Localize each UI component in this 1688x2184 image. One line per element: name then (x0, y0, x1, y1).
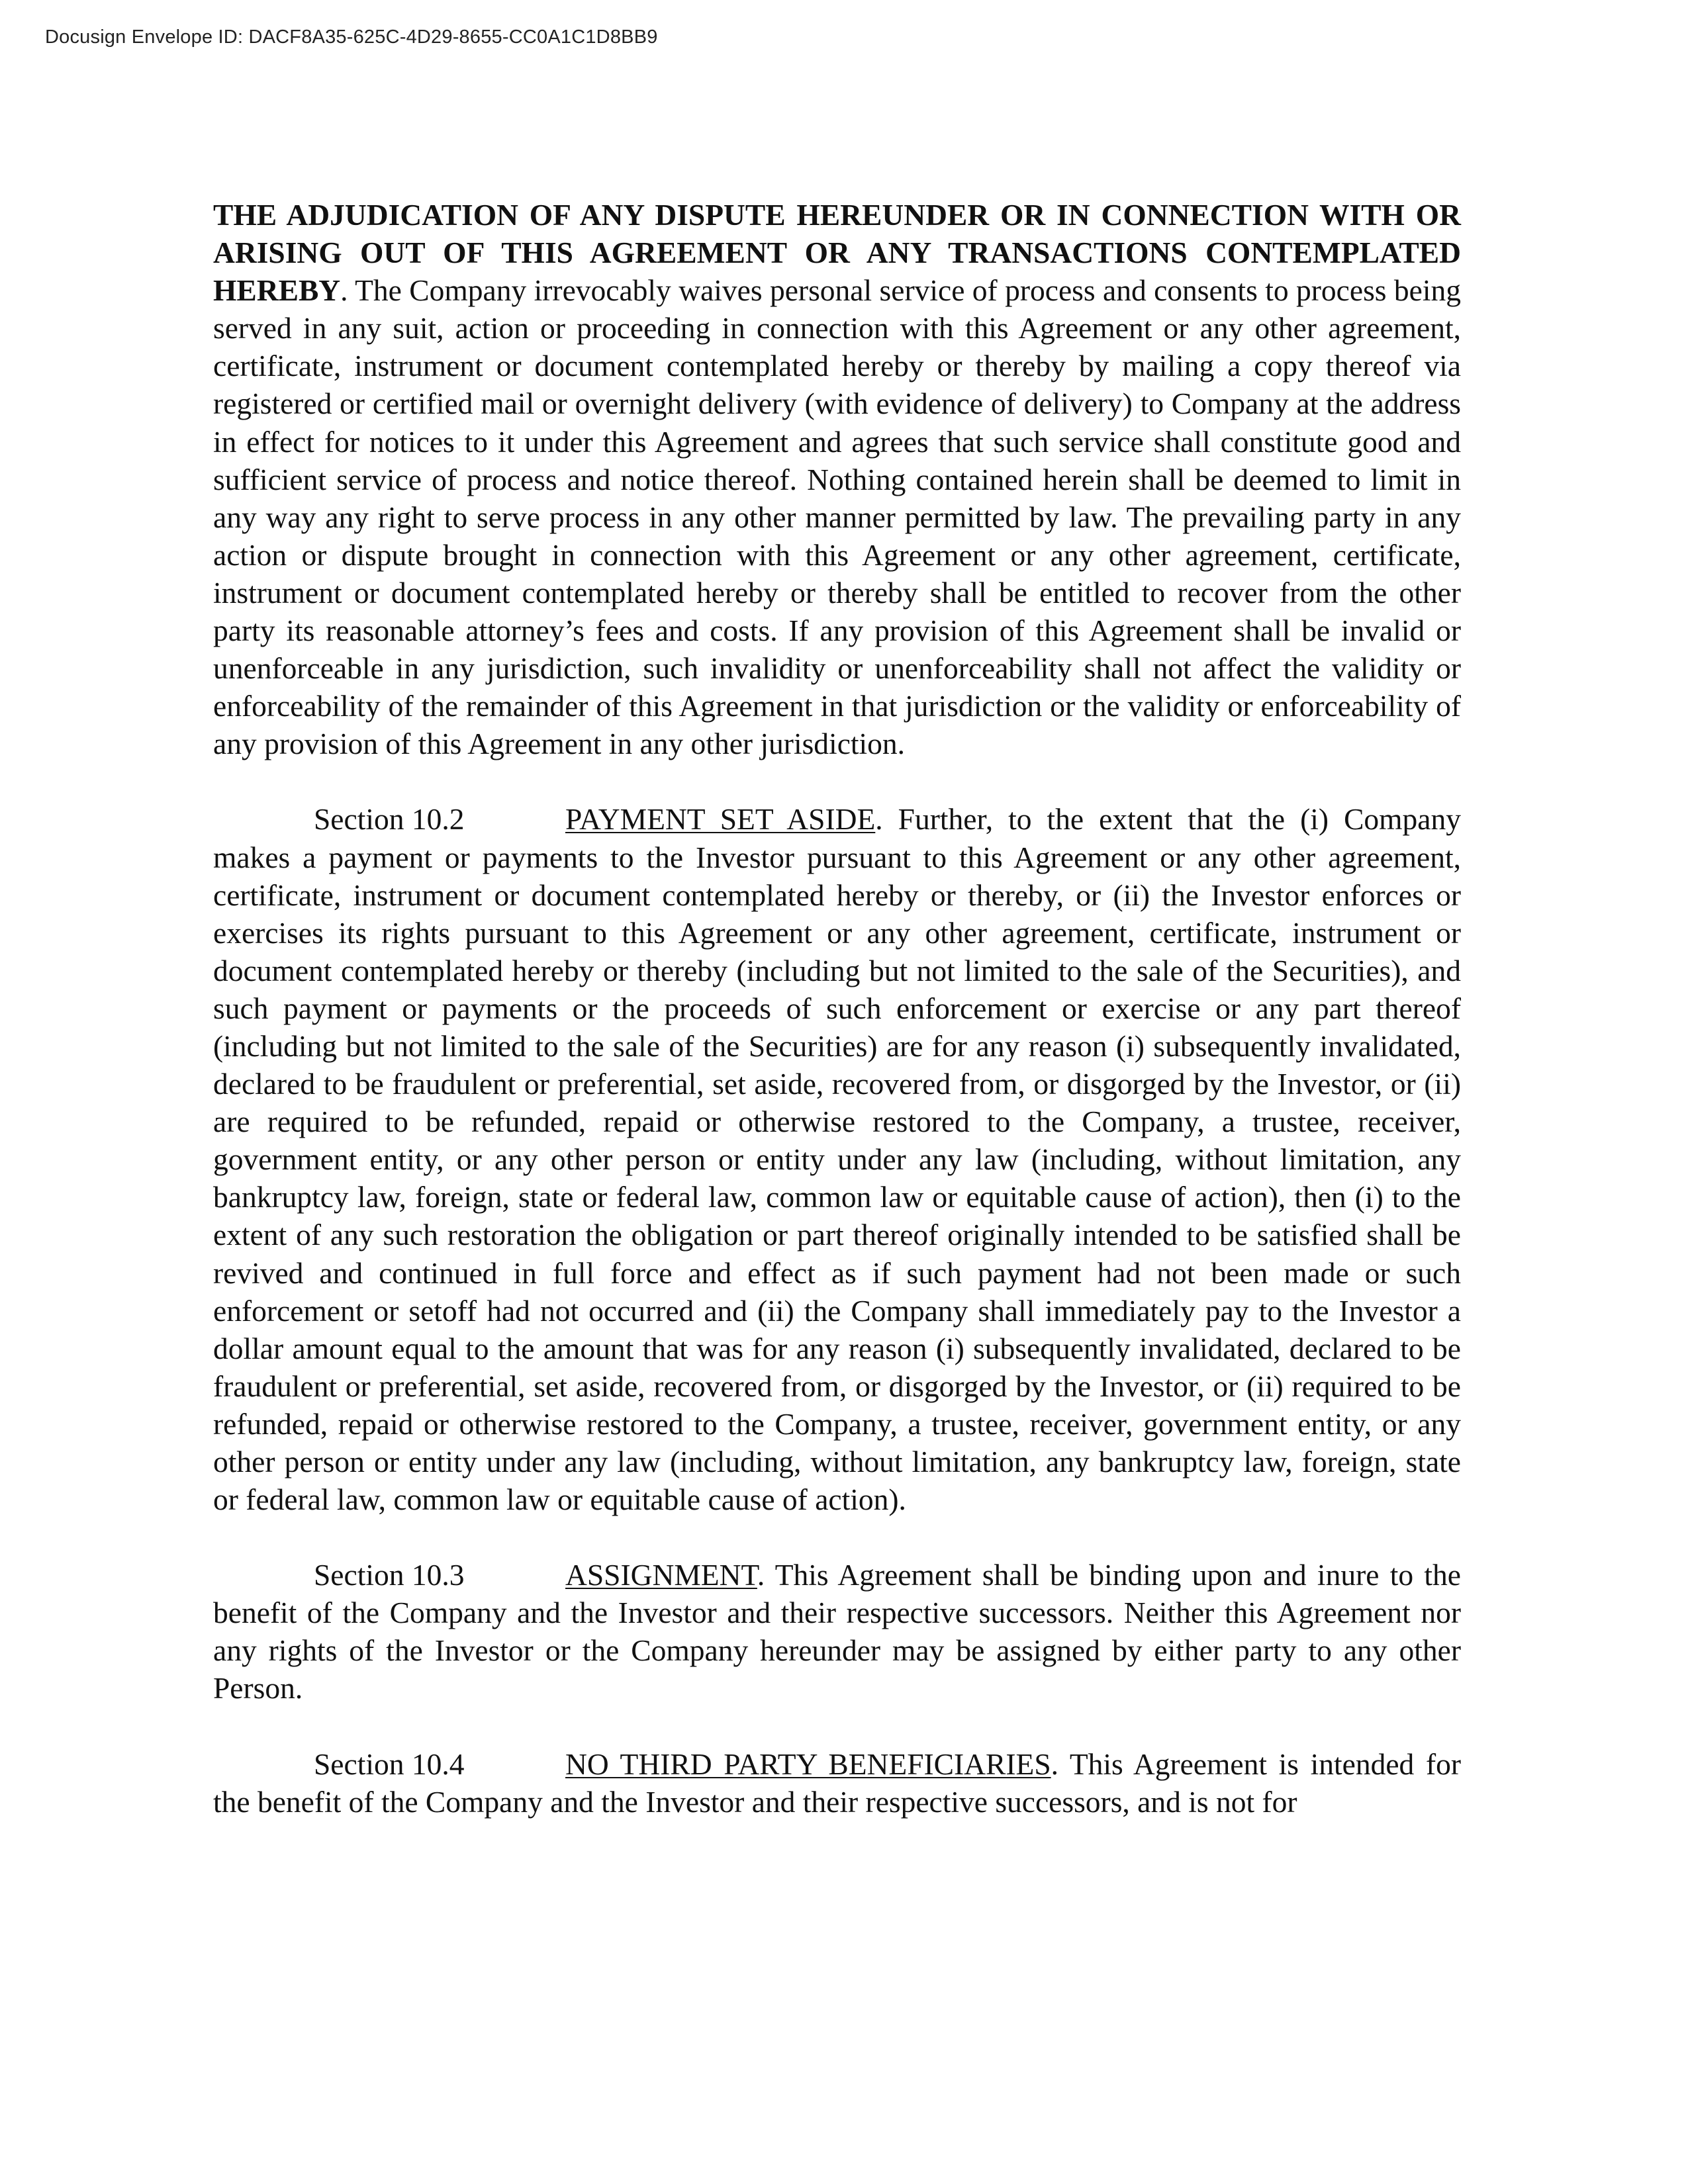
section-10-2 (213, 800, 1461, 1518)
docusign-envelope-id: Docusign Envelope ID: DACF8A35-625C-4D29-8655-CC0A1C1D8BB9 (45, 26, 658, 48)
section-number: Section 10.4 (314, 1747, 465, 1781)
document-body (213, 196, 1461, 1821)
section-body: . This Agreement shall be binding upon and inure to the benefit of the Company and the Investor and their respective successors. Neither this Agreement nor any rights of the Investor or the Company hereunder may be assigned by either party to any other Person. (213, 1558, 1461, 1706)
section-number: Section 10.3 (314, 1558, 465, 1592)
section-heading: ASSIGNMENT (565, 1558, 757, 1592)
section-body: . This Agreement is intended for the benefit of the Company and the Investor and their respective successors, and is not for (213, 1747, 1461, 1819)
paragraph-body: . The Company irrevocably waives personal service of process and consents to process being served in any suit, action or proceeding in connection with this Agreement or any other agreement, certificate, instrument or document contemplated hereby or thereby by mailing a copy thereof via registered or certified mail or overnight delivery (with evidence of delivery) to Company at the address in effect for notices to it under this Agreement and agrees that such service shall constitute good and sufficient service of process and notice thereof. Nothing contained herein shall be deemed to limit in any way any right to serve process in any other manner permitted by law. The prevailing party in any action or dispute brought in connection with this Agreement or any other agreement, certificate, instrument or document contemplated hereby or thereby shall be entitled to recover from the other party its reasonable attorney’s fees and costs. If any provision of this Agreement shall be invalid or unenforceable in any jurisdiction, such invalidity or unenforceability shall not affect the validity or enforceability of the remainder of this Agreement in that jurisdiction or the validity or enforceability of any provision of this Agreement in any other jurisdiction. (213, 273, 1461, 761)
section-heading: PAYMENT SET ASIDE (565, 802, 876, 837)
paragraph-jurisdiction-continued (213, 196, 1461, 762)
section-number: Section 10.2 (314, 802, 465, 837)
section-heading: NO THIRD PARTY BENEFICIARIES (565, 1747, 1051, 1781)
bold-lead-text: THE ADJUDICATION OF ANY DISPUTE HEREUNDER OR IN CONNECTION WITH OR ARISING OUT OF THIS AGREEMENT OR ANY TRANSACTIONS CONTEMPLATED HEREBY (213, 198, 1461, 308)
section-10-3 (213, 1556, 1461, 1707)
section-body: . Further, to the extent that the (i) Company makes a payment or payments to the Investor pursuant to this Agreement or any other agreement, certificate, instrument or document contemplated hereby or thereby, or (ii) the Investor enforces or exercises its rights pursuant to this Agreement or any other agreement, certificate, instrument or document contemplated hereby or thereby (including but not limited to the sale of the Securities), and such payment or payments or the proceeds of such enforcement or exercise or any part thereof (including but not limited to the sale of the Securities) are for any reason (i) subsequently invalidated, declared to be fraudulent or preferential, set aside, recovered from, or disgorged by the Investor, or (ii) are required to be refunded, repaid or otherwise restored to the Company, a trustee, receiver, government entity, or any other person or entity under any law (including, without limitation, any bankruptcy law, foreign, state or federal law, common law or equitable cause of action), then (i) to the extent of any such restoration the obligation or part thereof originally intended to be satisfied shall be revived and continued in full force and effect as if such payment had not been made or such enforcement or setoff had not occurred and (ii) the Company shall immediately pay to the Investor a dollar amount equal to the amount that was for any reason (i) subsequently invalidated, declared to be fraudulent or preferential, set aside, recovered from, or disgorged by the Investor, or (ii) required to be refunded, repaid or otherwise restored to the Company, a trustee, receiver, government entity, or any other person or entity under any law (including, without limitation, any bankruptcy law, foreign, state or federal law, common law or equitable cause of action). (213, 802, 1461, 1517)
section-10-4 (213, 1745, 1461, 1821)
